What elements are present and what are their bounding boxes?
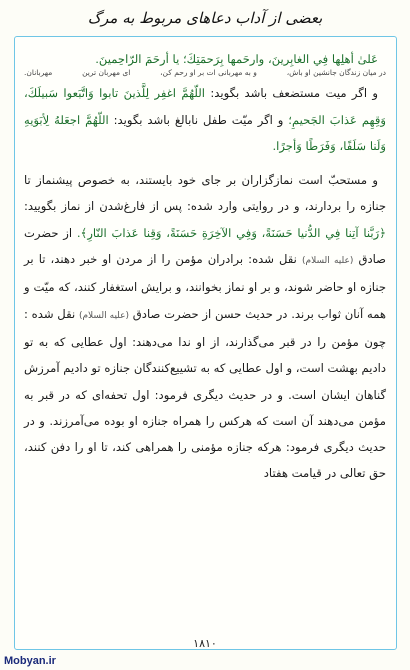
- text-run: نقل شده : چون مؤمن را در قبر می‌گذارند، از او ندا می‌دهند: اول عطایی که به تو دادیم بهشت است، و اول عطایی که به تشییع‌کنندگان جنازه تو دادیم آمرزش گناهان ایشان است. و در حدیث دیگری فرمود: اول تحفه‌ای که در قبر به مؤمن می‌دهند آن است که هرکس را همراه جنازه او بوده می‌آمرزند. و در حدیث دیگری فرمود: هرکه جنازه مؤمنی را همراهی کند، تا او را دفن کنند، حق تعالی در قیامت هفتاد: [23, 306, 386, 481]
- gloss-c: ای مهربان ترین: [82, 68, 131, 78]
- text-run: نقل شده: برادران مؤمن را از مردن او خبر دهند، تا بر جنازه او حاضر شوند، و بر او نماز بخوانند، و برایش استغفار کنند، که میّت و همه آنان ثواب برند. در حدیث حسن از حضرت صادق: [24, 252, 387, 321]
- gloss-b: و به مهربانی ات بر او رحم کن،: [160, 68, 257, 78]
- text-run: و اگر میت مستضعف باشد بگوید:: [210, 86, 378, 101]
- translation-gloss: [24, 68, 386, 78]
- site-watermark[interactable]: Mobyan.ir: [4, 655, 56, 667]
- honorific-mark: (علیه السلام): [78, 310, 130, 321]
- page-title: بعضی از آداب دعاهای مربوط به مرگ: [87, 9, 323, 27]
- gloss-d: مهربانان.: [24, 68, 53, 78]
- text-run: از حضرت صادق: [24, 225, 387, 267]
- arabic-prayer-2: اللّهُمَّ اغفِر لِلَّذينَ تابوا وَاتَّبَعوا سَبيلَكَ، وَقِهِم عَذابَ الجَحيمِ؛: [24, 86, 387, 127]
- gloss-a: در میان زندگان جانشین او باش،: [286, 68, 386, 78]
- quran-verse: ﴿رَبَّنا آتِنا فِي الدُّنيا حَسَنَةً، وَفِي الآخِرَةِ حَسَنَةً، وَقِنا عَذابَ النّارِ﴾.: [76, 225, 387, 240]
- honorific-mark: (علیه السلام): [302, 256, 354, 267]
- arabic-prayer-3: اللّهُمَّ اجعَلهُ لِأبَوَيهِ وَلَنا سَلَفًا، وَفَرَطًا وَأجرًا.: [24, 112, 386, 153]
- page-body: [24, 46, 386, 487]
- arabic-prayer-1: عَلىٰ أهلِها فِي الغابِرينَ، وارحَمها بِرَحمَتِكَ؛ يا أرحَمَ الرّاحِمينَ.: [95, 52, 378, 66]
- page-header: [0, 0, 410, 40]
- paragraph-3: [24, 167, 386, 487]
- text-run: و اگر میّت طفل نابالغ باشد بگوید:: [113, 112, 284, 127]
- text-run: و مستحبّ است نمازگزاران بر جای خود بایستند، به خصوص پیشنماز تا جنازه را بردارند، و در روایتی وارد شده: پس از فارغ‌شدن از نماز بگویید:: [24, 173, 386, 214]
- paragraph-2: [24, 80, 386, 159]
- page-number: ۱۸۱۰: [193, 637, 217, 650]
